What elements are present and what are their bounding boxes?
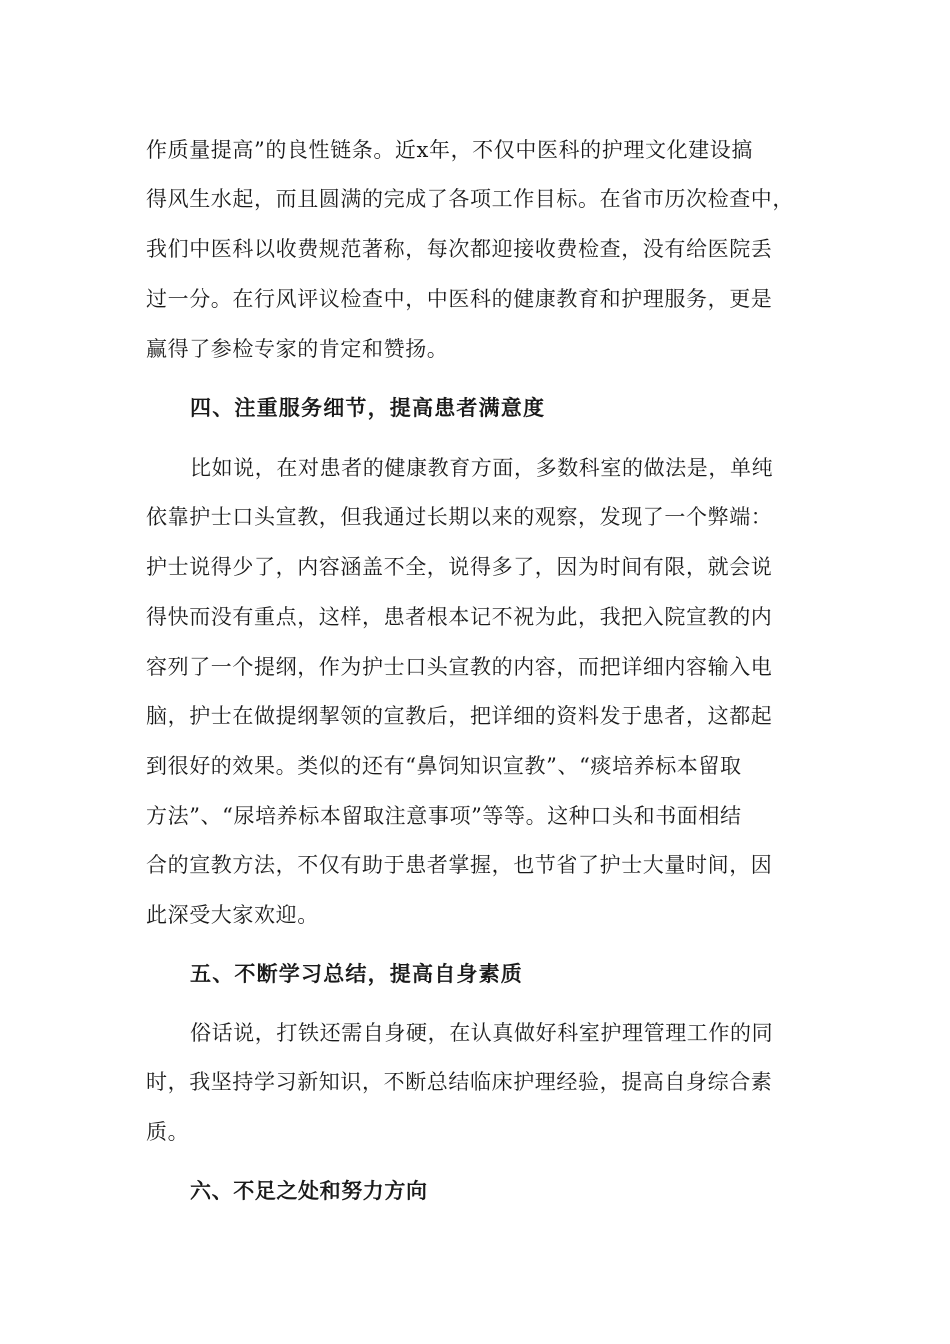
- paragraph-line: 容列了一个提纲，作为护士口头宣教的内容，而把详细内容输入电: [146, 655, 773, 679]
- paragraph-line: 俗话说，打铁还需自身硬，在认真做好科室护理管理工作的同: [190, 1021, 774, 1045]
- paragraph-line: 此深受大家欢迎。: [146, 903, 319, 927]
- paragraph-line: 得快而没有重点，这样，患者根本记不祝为此，我把入院宣教的内: [146, 605, 773, 629]
- paragraph-line: 护士说得少了，内容涵盖不全，说得多了，因为时间有限，就会说: [146, 555, 773, 579]
- paragraph-line: 脑，护士在做提纲挈领的宣教后，把详细的资料发于患者，这都起: [146, 704, 773, 728]
- paragraph-line: 过一分。在行风评议检查中，中医科的健康教育和护理服务，更是: [146, 287, 773, 311]
- paragraph-line: 质。: [146, 1120, 190, 1144]
- paragraph-line: 依靠护士口头宣教，但我通过长期以来的观察，发现了一个弊端：: [146, 505, 773, 529]
- paragraph-line: 到很好的效果。类似的还有“鼻饲知识宣教”、“痰培养标本留取: [146, 754, 742, 778]
- section-heading-4: 四、注重服务细节，提高患者满意度: [190, 395, 546, 420]
- section-heading-6: 六、不足之处和努力方向: [190, 1178, 428, 1203]
- paragraph-line: 方法”、“尿培养标本留取注意事项”等等。这种口头和书面相结: [146, 804, 742, 828]
- paragraph-line: 赢得了参检专家的肯定和赞扬。: [146, 337, 449, 361]
- paragraph-line: 我们中医科以收费规范著称，每次都迎接收费检查，没有给医院丢: [146, 237, 773, 261]
- paragraph-line: 作质量提高”的良性链条。近x年，不仅中医科的护理文化建设搞: [146, 138, 753, 162]
- paragraph-line: 比如说，在对患者的健康教育方面，多数科室的做法是，单纯: [190, 456, 774, 480]
- section-heading-5: 五、不断学习总结，提高自身素质: [190, 961, 523, 986]
- paragraph-line: 合的宣教方法，不仅有助于患者掌握，也节省了护士大量时间，因: [146, 853, 773, 877]
- paragraph-line: 时，我坚持学习新知识，不断总结临床护理经验，提高自身综合素: [146, 1070, 773, 1094]
- paragraph-line: 得风生水起，而且圆满的完成了各项工作目标。在省市历次检查中，: [146, 187, 794, 211]
